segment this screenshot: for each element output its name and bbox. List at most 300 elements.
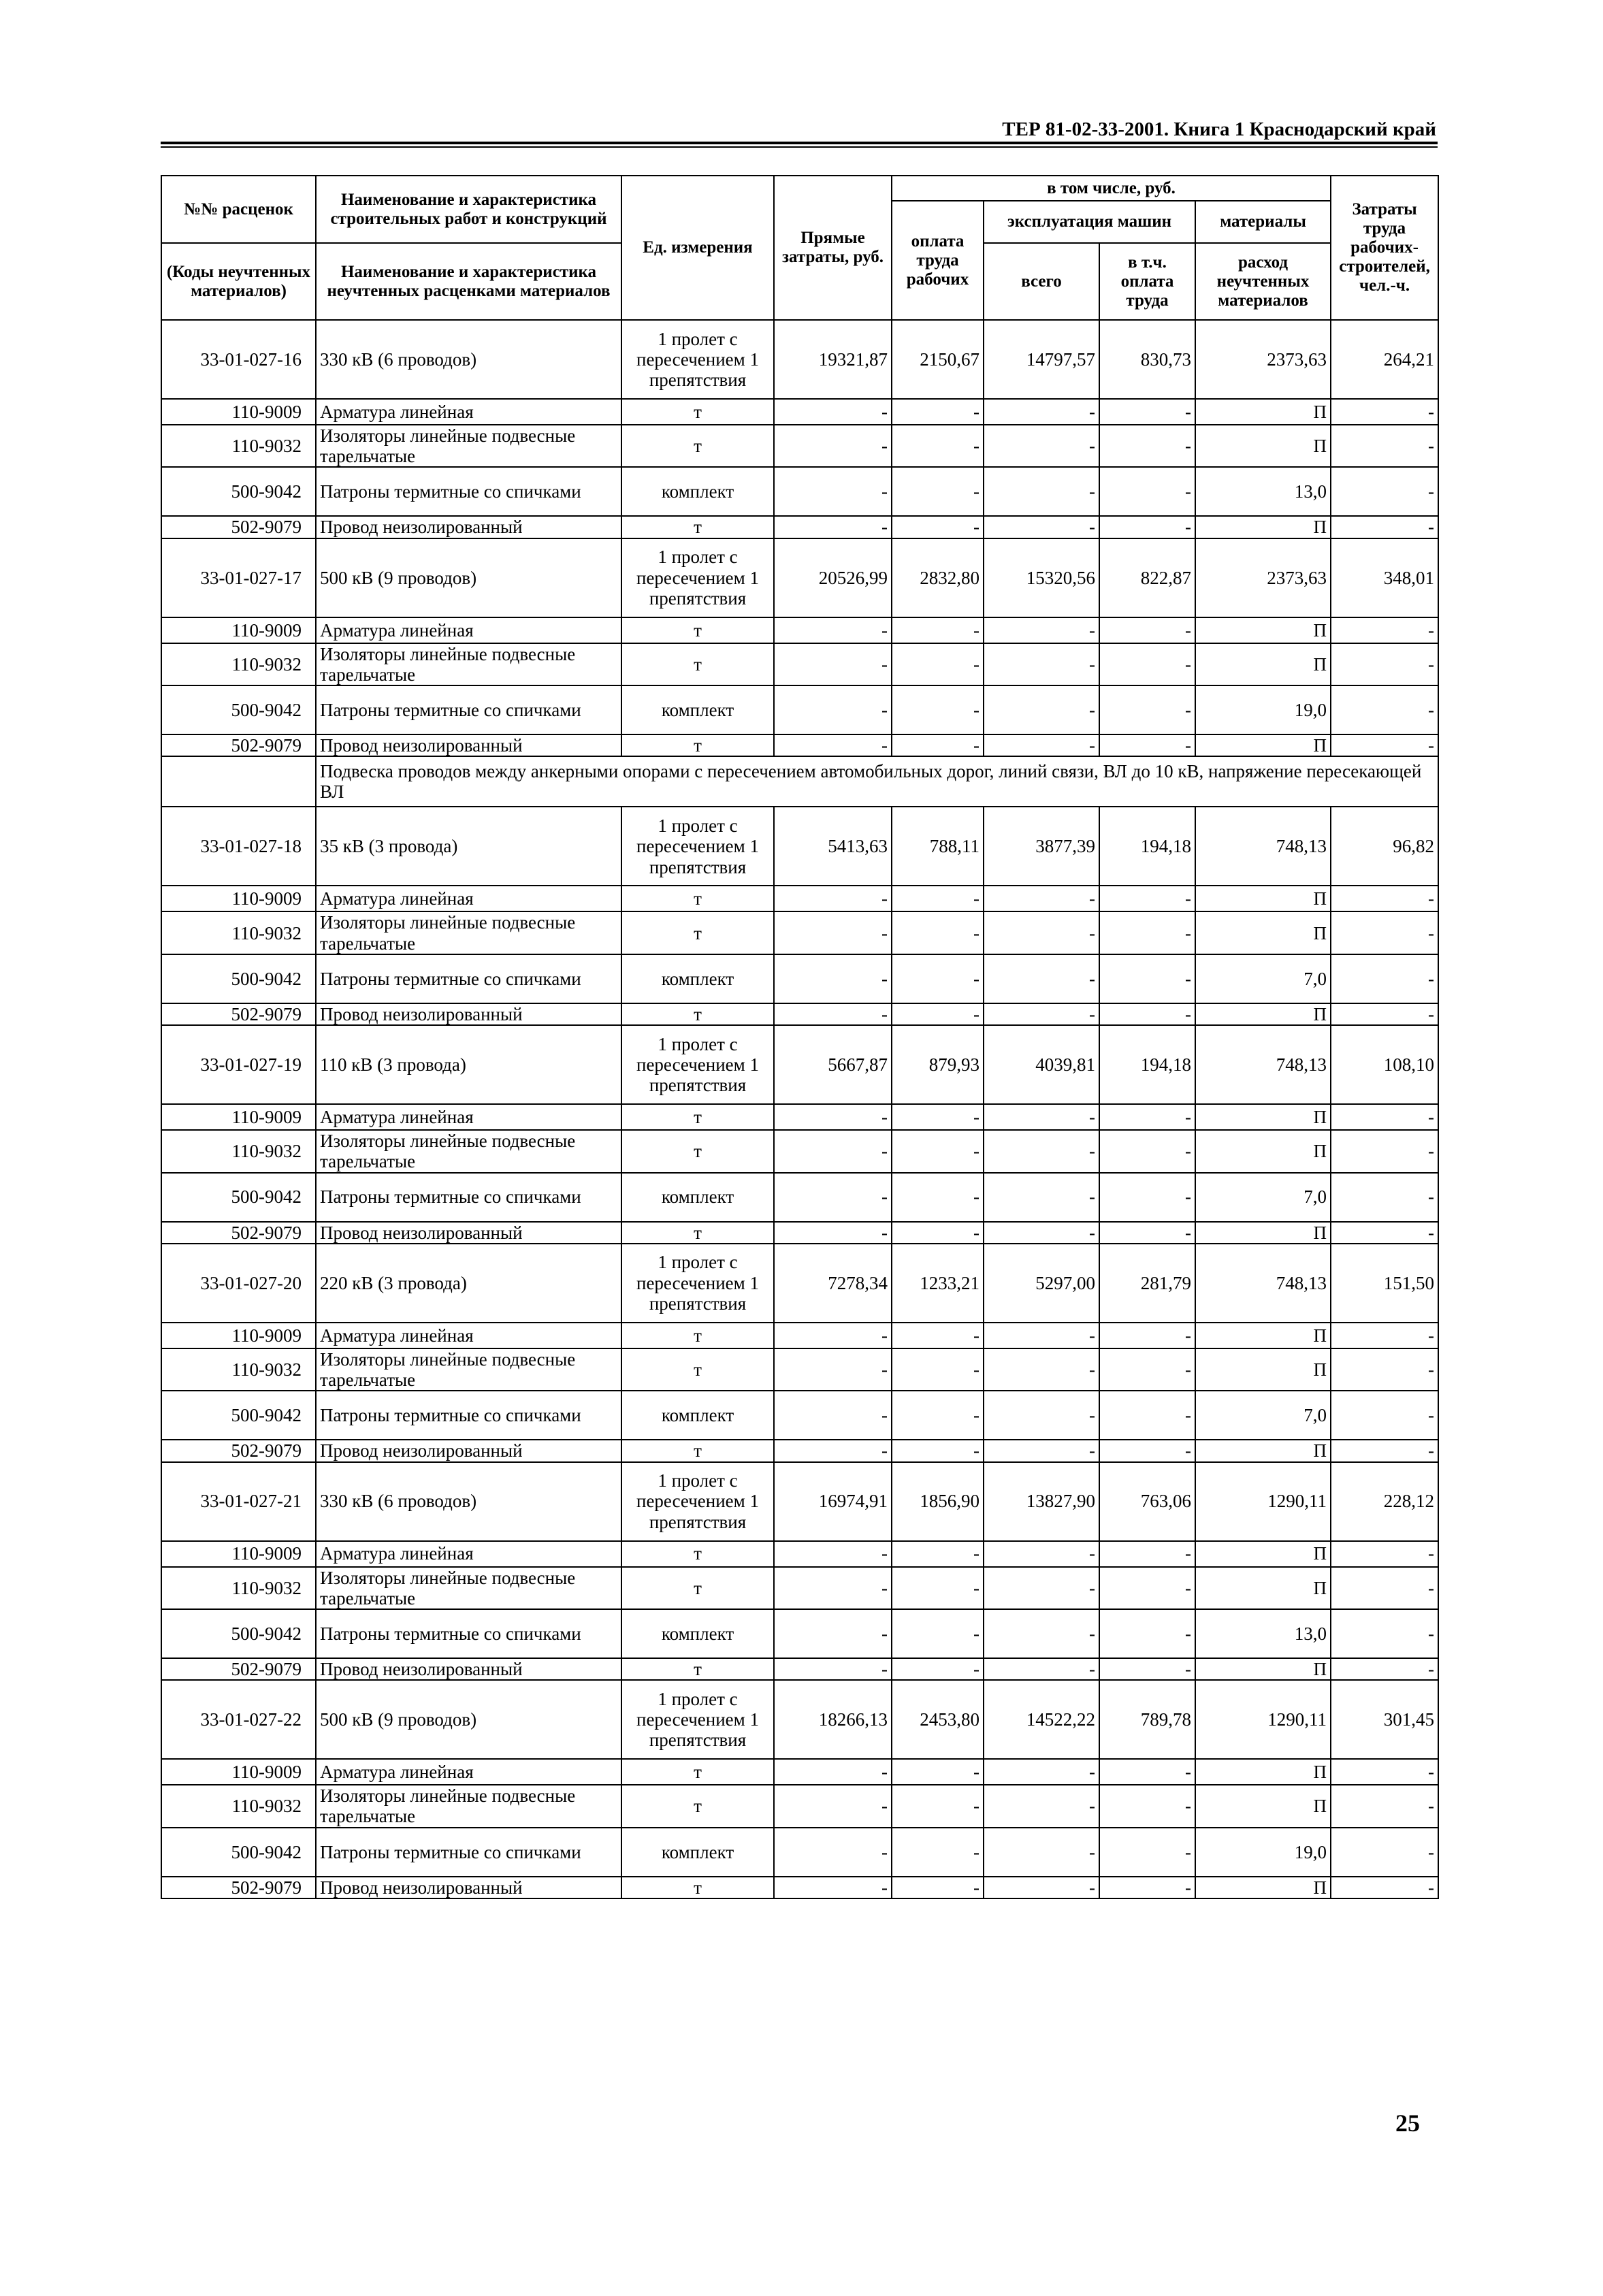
material-unit: т: [621, 1003, 774, 1025]
material-code: 110-9009: [161, 399, 316, 425]
rate-unit: 1 пролет с пересечением 1 препятствия: [621, 1244, 774, 1323]
dash-cell: -: [984, 1541, 1099, 1567]
material-row: [161, 1130, 1438, 1172]
material-row: [161, 1658, 1438, 1680]
dash-cell: -: [1331, 643, 1438, 685]
dash-cell: -: [892, 954, 984, 1003]
machine-cost: 14797,57: [984, 320, 1099, 399]
dash-cell: -: [984, 1567, 1099, 1609]
dash-cell: -: [1331, 1323, 1438, 1348]
dash-cell: -: [892, 1104, 984, 1130]
material-unit: т: [621, 911, 774, 954]
material-unit: т: [621, 1348, 774, 1391]
wage-cost: 1856,90: [892, 1462, 984, 1541]
direct-cost: 18266,13: [774, 1680, 892, 1759]
dash-cell: -: [774, 1391, 892, 1440]
dash-cell: -: [984, 617, 1099, 643]
material-name: Патроны термитные со спичками: [316, 1609, 621, 1658]
material-name: Изоляторы линейные подвесные тарельчатые: [316, 1785, 621, 1827]
dash-cell: -: [1331, 467, 1438, 516]
material-quantity: П: [1195, 1003, 1331, 1025]
material-name: Изоляторы линейные подвесные тарельчатые: [316, 643, 621, 685]
machine-wage-cost: 194,18: [1099, 807, 1195, 886]
material-name: Патроны термитные со спичками: [316, 467, 621, 516]
dash-cell: -: [984, 425, 1099, 467]
machine-cost: 13827,90: [984, 1462, 1099, 1541]
dash-cell: -: [984, 643, 1099, 685]
material-row: [161, 1323, 1438, 1348]
dash-cell: -: [892, 734, 984, 756]
material-code: 110-9032: [161, 1348, 316, 1391]
dash-cell: -: [984, 1391, 1099, 1440]
dash-cell: -: [1099, 954, 1195, 1003]
dash-cell: -: [1331, 1567, 1438, 1609]
dash-cell: -: [984, 1003, 1099, 1025]
head-materials: материалы: [1195, 201, 1331, 243]
material-row: [161, 1104, 1438, 1130]
material-cost: 748,13: [1195, 1244, 1331, 1323]
dash-cell: -: [774, 1130, 892, 1172]
wage-cost: 2832,80: [892, 538, 984, 617]
dash-cell: -: [1099, 685, 1195, 734]
dash-cell: -: [892, 1173, 984, 1222]
dash-cell: -: [892, 886, 984, 911]
dash-cell: -: [892, 643, 984, 685]
dash-cell: -: [892, 516, 984, 538]
material-name: Арматура линейная: [316, 399, 621, 425]
material-unit: комплект: [621, 467, 774, 516]
material-quantity: П: [1195, 617, 1331, 643]
material-code: 500-9042: [161, 1609, 316, 1658]
material-row: [161, 1348, 1438, 1391]
dash-cell: -: [892, 685, 984, 734]
dash-cell: -: [1099, 1609, 1195, 1658]
dash-cell: -: [1331, 685, 1438, 734]
dash-cell: -: [984, 886, 1099, 911]
material-unit: т: [621, 617, 774, 643]
dash-cell: -: [1099, 467, 1195, 516]
direct-cost: 19321,87: [774, 320, 892, 399]
dash-cell: -: [892, 399, 984, 425]
material-unit: т: [621, 399, 774, 425]
rate-name: 500 кВ (9 проводов): [316, 1680, 621, 1759]
material-name: Арматура линейная: [316, 617, 621, 643]
material-unit: т: [621, 425, 774, 467]
dash-cell: -: [984, 1104, 1099, 1130]
material-row: [161, 643, 1438, 685]
material-name: Провод неизолированный: [316, 1003, 621, 1025]
material-quantity: П: [1195, 516, 1331, 538]
material-row: [161, 911, 1438, 954]
head-machines: эксплуатация машин: [984, 201, 1195, 243]
dash-cell: -: [984, 467, 1099, 516]
dash-cell: -: [774, 1440, 892, 1461]
material-unit: т: [621, 516, 774, 538]
dash-cell: -: [1099, 1440, 1195, 1461]
material-code: 110-9009: [161, 1541, 316, 1567]
material-name: Арматура линейная: [316, 1541, 621, 1567]
material-unit: т: [621, 1877, 774, 1898]
dash-cell: -: [984, 685, 1099, 734]
material-row: [161, 1785, 1438, 1827]
dash-cell: -: [1099, 911, 1195, 954]
material-unit: т: [621, 1759, 774, 1785]
head-mach-wage: в т.ч. оплата труда: [1099, 243, 1195, 320]
dash-cell: -: [1331, 1759, 1438, 1785]
dash-cell: -: [774, 617, 892, 643]
material-row: [161, 1541, 1438, 1567]
material-quantity: 13,0: [1195, 467, 1331, 516]
material-row: [161, 886, 1438, 911]
dash-cell: -: [892, 1391, 984, 1440]
material-row: [161, 1391, 1438, 1440]
material-code: 110-9009: [161, 617, 316, 643]
material-code: 500-9042: [161, 1828, 316, 1877]
material-name: Патроны термитные со спичками: [316, 1391, 621, 1440]
material-quantity: П: [1195, 1348, 1331, 1391]
rate-name: 330 кВ (6 проводов): [316, 320, 621, 399]
dash-cell: -: [1331, 1173, 1438, 1222]
machine-cost: 3877,39: [984, 807, 1099, 886]
dash-cell: -: [774, 467, 892, 516]
labor-cost: 264,21: [1331, 320, 1438, 399]
dash-cell: -: [774, 1759, 892, 1785]
dash-cell: -: [1331, 954, 1438, 1003]
material-name: Изоляторы линейные подвесные тарельчатые: [316, 911, 621, 954]
rate-code: 33-01-027-22: [161, 1680, 316, 1759]
material-unit: т: [621, 886, 774, 911]
material-name: Изоляторы линейные подвесные тарельчатые: [316, 1130, 621, 1172]
dash-cell: -: [984, 1609, 1099, 1658]
dash-cell: -: [892, 1541, 984, 1567]
labor-cost: 96,82: [1331, 807, 1438, 886]
machine-wage-cost: 763,06: [1099, 1462, 1195, 1541]
head-labor: Затраты труда рабочих-строителей, чел.-ч.: [1331, 176, 1438, 320]
rate-row: [161, 320, 1438, 399]
dash-cell: -: [1331, 1541, 1438, 1567]
material-row: [161, 734, 1438, 756]
dash-cell: -: [984, 1222, 1099, 1244]
material-unit: т: [621, 1440, 774, 1461]
rate-row: [161, 1025, 1438, 1104]
dash-cell: -: [774, 1541, 892, 1567]
material-quantity: 7,0: [1195, 954, 1331, 1003]
material-code: 500-9042: [161, 467, 316, 516]
material-name: Патроны термитные со спичками: [316, 685, 621, 734]
page-number: 25: [1395, 2109, 1420, 2137]
dash-cell: -: [1331, 886, 1438, 911]
dash-cell: -: [892, 617, 984, 643]
rate-code: 33-01-027-16: [161, 320, 316, 399]
material-code: 110-9009: [161, 1104, 316, 1130]
machine-wage-cost: 281,79: [1099, 1244, 1195, 1323]
dash-cell: -: [774, 1348, 892, 1391]
dash-cell: -: [892, 1785, 984, 1827]
material-quantity: П: [1195, 1323, 1331, 1348]
material-unit: комплект: [621, 1828, 774, 1877]
dash-cell: -: [1331, 425, 1438, 467]
material-row: [161, 685, 1438, 734]
head-incl: в том числе, руб.: [892, 176, 1331, 201]
material-quantity: П: [1195, 1541, 1331, 1567]
material-quantity: 19,0: [1195, 1828, 1331, 1877]
labor-cost: 108,10: [1331, 1025, 1438, 1104]
dash-cell: -: [774, 1222, 892, 1244]
dash-cell: -: [1099, 1130, 1195, 1172]
dash-cell: -: [892, 1877, 984, 1898]
material-code: 110-9032: [161, 1567, 316, 1609]
head-mat-unacc: расход неучтенных материалов: [1195, 243, 1331, 320]
material-code: 502-9079: [161, 1003, 316, 1025]
material-name: Изоляторы линейные подвесные тарельчатые: [316, 1348, 621, 1391]
material-quantity: П: [1195, 1785, 1331, 1827]
dash-cell: -: [1331, 399, 1438, 425]
material-name: Изоляторы линейные подвесные тарельчатые: [316, 425, 621, 467]
dash-cell: -: [1099, 1348, 1195, 1391]
dash-cell: -: [1331, 911, 1438, 954]
header-rule-thin: [161, 146, 1438, 148]
wage-cost: 2150,67: [892, 320, 984, 399]
wage-cost: 879,93: [892, 1025, 984, 1104]
material-name: Арматура линейная: [316, 886, 621, 911]
dash-cell: -: [774, 954, 892, 1003]
head-code-top: №№ расценок: [161, 176, 316, 243]
rate-row: [161, 1462, 1438, 1541]
head-wage: оплата труда рабочих: [892, 201, 984, 320]
material-cost: 1290,11: [1195, 1462, 1331, 1541]
machine-cost: 15320,56: [984, 538, 1099, 617]
dash-cell: -: [984, 1440, 1099, 1461]
rate-name: 35 кВ (3 провода): [316, 807, 621, 886]
section-row: [161, 756, 1438, 807]
dash-cell: -: [1331, 1104, 1438, 1130]
material-row: [161, 516, 1438, 538]
head-name-bottom: Наименование и характеристика неучтенных расценками материалов: [316, 243, 621, 320]
rate-unit: 1 пролет с пересечением 1 препятствия: [621, 807, 774, 886]
material-quantity: П: [1195, 886, 1331, 911]
rate-row: [161, 538, 1438, 617]
dash-cell: -: [892, 1759, 984, 1785]
dash-cell: -: [1331, 1877, 1438, 1898]
material-code: 500-9042: [161, 954, 316, 1003]
dash-cell: -: [892, 1658, 984, 1680]
material-code: 502-9079: [161, 1222, 316, 1244]
dash-cell: -: [774, 516, 892, 538]
dash-cell: -: [1099, 1658, 1195, 1680]
material-code: 502-9079: [161, 516, 316, 538]
labor-cost: 151,50: [1331, 1244, 1438, 1323]
material-unit: т: [621, 1104, 774, 1130]
head-direct: Прямые затраты, руб.: [774, 176, 892, 320]
material-unit: т: [621, 1567, 774, 1609]
material-unit: комплект: [621, 954, 774, 1003]
material-row: [161, 954, 1438, 1003]
material-unit: комплект: [621, 685, 774, 734]
dash-cell: -: [1099, 1567, 1195, 1609]
dash-cell: -: [892, 467, 984, 516]
dash-cell: -: [1099, 886, 1195, 911]
dash-cell: -: [892, 911, 984, 954]
material-name: Патроны термитные со спичками: [316, 1173, 621, 1222]
dash-cell: -: [984, 1348, 1099, 1391]
rate-unit: 1 пролет с пересечением 1 препятствия: [621, 1680, 774, 1759]
dash-cell: -: [892, 1567, 984, 1609]
dash-cell: -: [984, 954, 1099, 1003]
machine-cost: 14522,22: [984, 1680, 1099, 1759]
material-unit: т: [621, 1785, 774, 1827]
document-header: ТЕР 81-02-33-2001. Книга 1 Краснодарский край: [1002, 118, 1436, 140]
dash-cell: -: [892, 1440, 984, 1461]
head-code-bottom: (Коды неучтенных материалов): [161, 243, 316, 320]
dash-cell: -: [774, 886, 892, 911]
dash-cell: -: [774, 1785, 892, 1827]
material-row: [161, 399, 1438, 425]
material-cost: 748,13: [1195, 1025, 1331, 1104]
dash-cell: -: [1099, 1222, 1195, 1244]
dash-cell: -: [1331, 1130, 1438, 1172]
material-row: [161, 1173, 1438, 1222]
dash-cell: -: [774, 1658, 892, 1680]
material-code: 110-9009: [161, 1323, 316, 1348]
material-unit: т: [621, 643, 774, 685]
dash-cell: -: [1331, 1348, 1438, 1391]
direct-cost: 5667,87: [774, 1025, 892, 1104]
material-code: 110-9009: [161, 886, 316, 911]
material-name: Провод неизолированный: [316, 1222, 621, 1244]
material-quantity: П: [1195, 1130, 1331, 1172]
direct-cost: 5413,63: [774, 807, 892, 886]
rate-code: 33-01-027-17: [161, 538, 316, 617]
labor-cost: 228,12: [1331, 1462, 1438, 1541]
dash-cell: -: [892, 1222, 984, 1244]
material-quantity: 7,0: [1195, 1391, 1331, 1440]
machine-cost: 5297,00: [984, 1244, 1099, 1323]
material-name: Провод неизолированный: [316, 1877, 621, 1898]
material-code: 110-9032: [161, 911, 316, 954]
dash-cell: -: [984, 911, 1099, 954]
dash-cell: -: [984, 516, 1099, 538]
dash-cell: -: [1331, 1609, 1438, 1658]
dash-cell: -: [1099, 1323, 1195, 1348]
dash-cell: -: [892, 1828, 984, 1877]
rate-row: [161, 807, 1438, 886]
dash-cell: -: [892, 1348, 984, 1391]
dash-cell: -: [984, 1130, 1099, 1172]
material-name: Патроны термитные со спичками: [316, 954, 621, 1003]
head-unit: Ед. измерения: [621, 176, 774, 320]
dash-cell: -: [984, 1877, 1099, 1898]
material-name: Арматура линейная: [316, 1104, 621, 1130]
dash-cell: -: [1099, 1759, 1195, 1785]
material-code: 110-9032: [161, 425, 316, 467]
wage-cost: 2453,80: [892, 1680, 984, 1759]
header-rule: [161, 142, 1438, 144]
dash-cell: -: [1331, 1003, 1438, 1025]
dash-cell: -: [1099, 617, 1195, 643]
material-name: Провод неизолированный: [316, 516, 621, 538]
material-name: Провод неизолированный: [316, 1658, 621, 1680]
wage-cost: 788,11: [892, 807, 984, 886]
dash-cell: -: [1099, 1877, 1195, 1898]
dash-cell: -: [984, 1759, 1099, 1785]
machine-wage-cost: 789,78: [1099, 1680, 1195, 1759]
material-quantity: П: [1195, 1759, 1331, 1785]
rate-code: 33-01-027-21: [161, 1462, 316, 1541]
price-table: [161, 175, 1439, 1899]
dash-cell: -: [892, 1609, 984, 1658]
material-quantity: П: [1195, 1222, 1331, 1244]
dash-cell: -: [774, 1104, 892, 1130]
dash-cell: -: [1099, 1173, 1195, 1222]
rate-code: 33-01-027-18: [161, 807, 316, 886]
dash-cell: -: [1331, 1658, 1438, 1680]
material-name: Провод неизолированный: [316, 734, 621, 756]
material-code: 110-9032: [161, 643, 316, 685]
rate-code: 33-01-027-19: [161, 1025, 316, 1104]
dash-cell: -: [892, 1130, 984, 1172]
dash-cell: -: [1099, 1003, 1195, 1025]
dash-cell: -: [774, 685, 892, 734]
dash-cell: -: [1099, 425, 1195, 467]
machine-cost: 4039,81: [984, 1025, 1099, 1104]
dash-cell: -: [774, 425, 892, 467]
rate-name: 220 кВ (3 провода): [316, 1244, 621, 1323]
material-row: [161, 1828, 1438, 1877]
material-unit: т: [621, 1658, 774, 1680]
dash-cell: -: [1099, 1104, 1195, 1130]
rate-unit: 1 пролет с пересечением 1 препятствия: [621, 1462, 774, 1541]
dash-cell: -: [1099, 1541, 1195, 1567]
direct-cost: 20526,99: [774, 538, 892, 617]
dash-cell: -: [892, 1323, 984, 1348]
material-unit: т: [621, 1323, 774, 1348]
material-quantity: П: [1195, 1877, 1331, 1898]
material-code: 502-9079: [161, 1658, 316, 1680]
dash-cell: -: [774, 1609, 892, 1658]
dash-cell: -: [984, 1173, 1099, 1222]
material-code: 500-9042: [161, 1173, 316, 1222]
dash-cell: -: [892, 1003, 984, 1025]
rate-unit: 1 пролет с пересечением 1 препятствия: [621, 1025, 774, 1104]
rate-unit: 1 пролет с пересечением 1 препятствия: [621, 320, 774, 399]
material-quantity: П: [1195, 399, 1331, 425]
dash-cell: -: [984, 1785, 1099, 1827]
material-unit: т: [621, 1130, 774, 1172]
material-unit: т: [621, 734, 774, 756]
material-quantity: 7,0: [1195, 1173, 1331, 1222]
material-row: [161, 1440, 1438, 1461]
dash-cell: -: [1099, 1785, 1195, 1827]
rate-name: 110 кВ (3 провода): [316, 1025, 621, 1104]
material-cost: 748,13: [1195, 807, 1331, 886]
material-quantity: П: [1195, 425, 1331, 467]
dash-cell: -: [1331, 516, 1438, 538]
dash-cell: -: [774, 399, 892, 425]
dash-cell: -: [774, 1003, 892, 1025]
dash-cell: -: [892, 425, 984, 467]
material-quantity: 13,0: [1195, 1609, 1331, 1658]
material-row: [161, 1567, 1438, 1609]
material-code: 502-9079: [161, 734, 316, 756]
dash-cell: -: [984, 1323, 1099, 1348]
material-quantity: П: [1195, 1440, 1331, 1461]
material-code: 110-9009: [161, 1759, 316, 1785]
dash-cell: -: [1099, 643, 1195, 685]
dash-cell: -: [984, 1828, 1099, 1877]
material-unit: комплект: [621, 1173, 774, 1222]
material-code: 500-9042: [161, 1391, 316, 1440]
rate-row: [161, 1244, 1438, 1323]
